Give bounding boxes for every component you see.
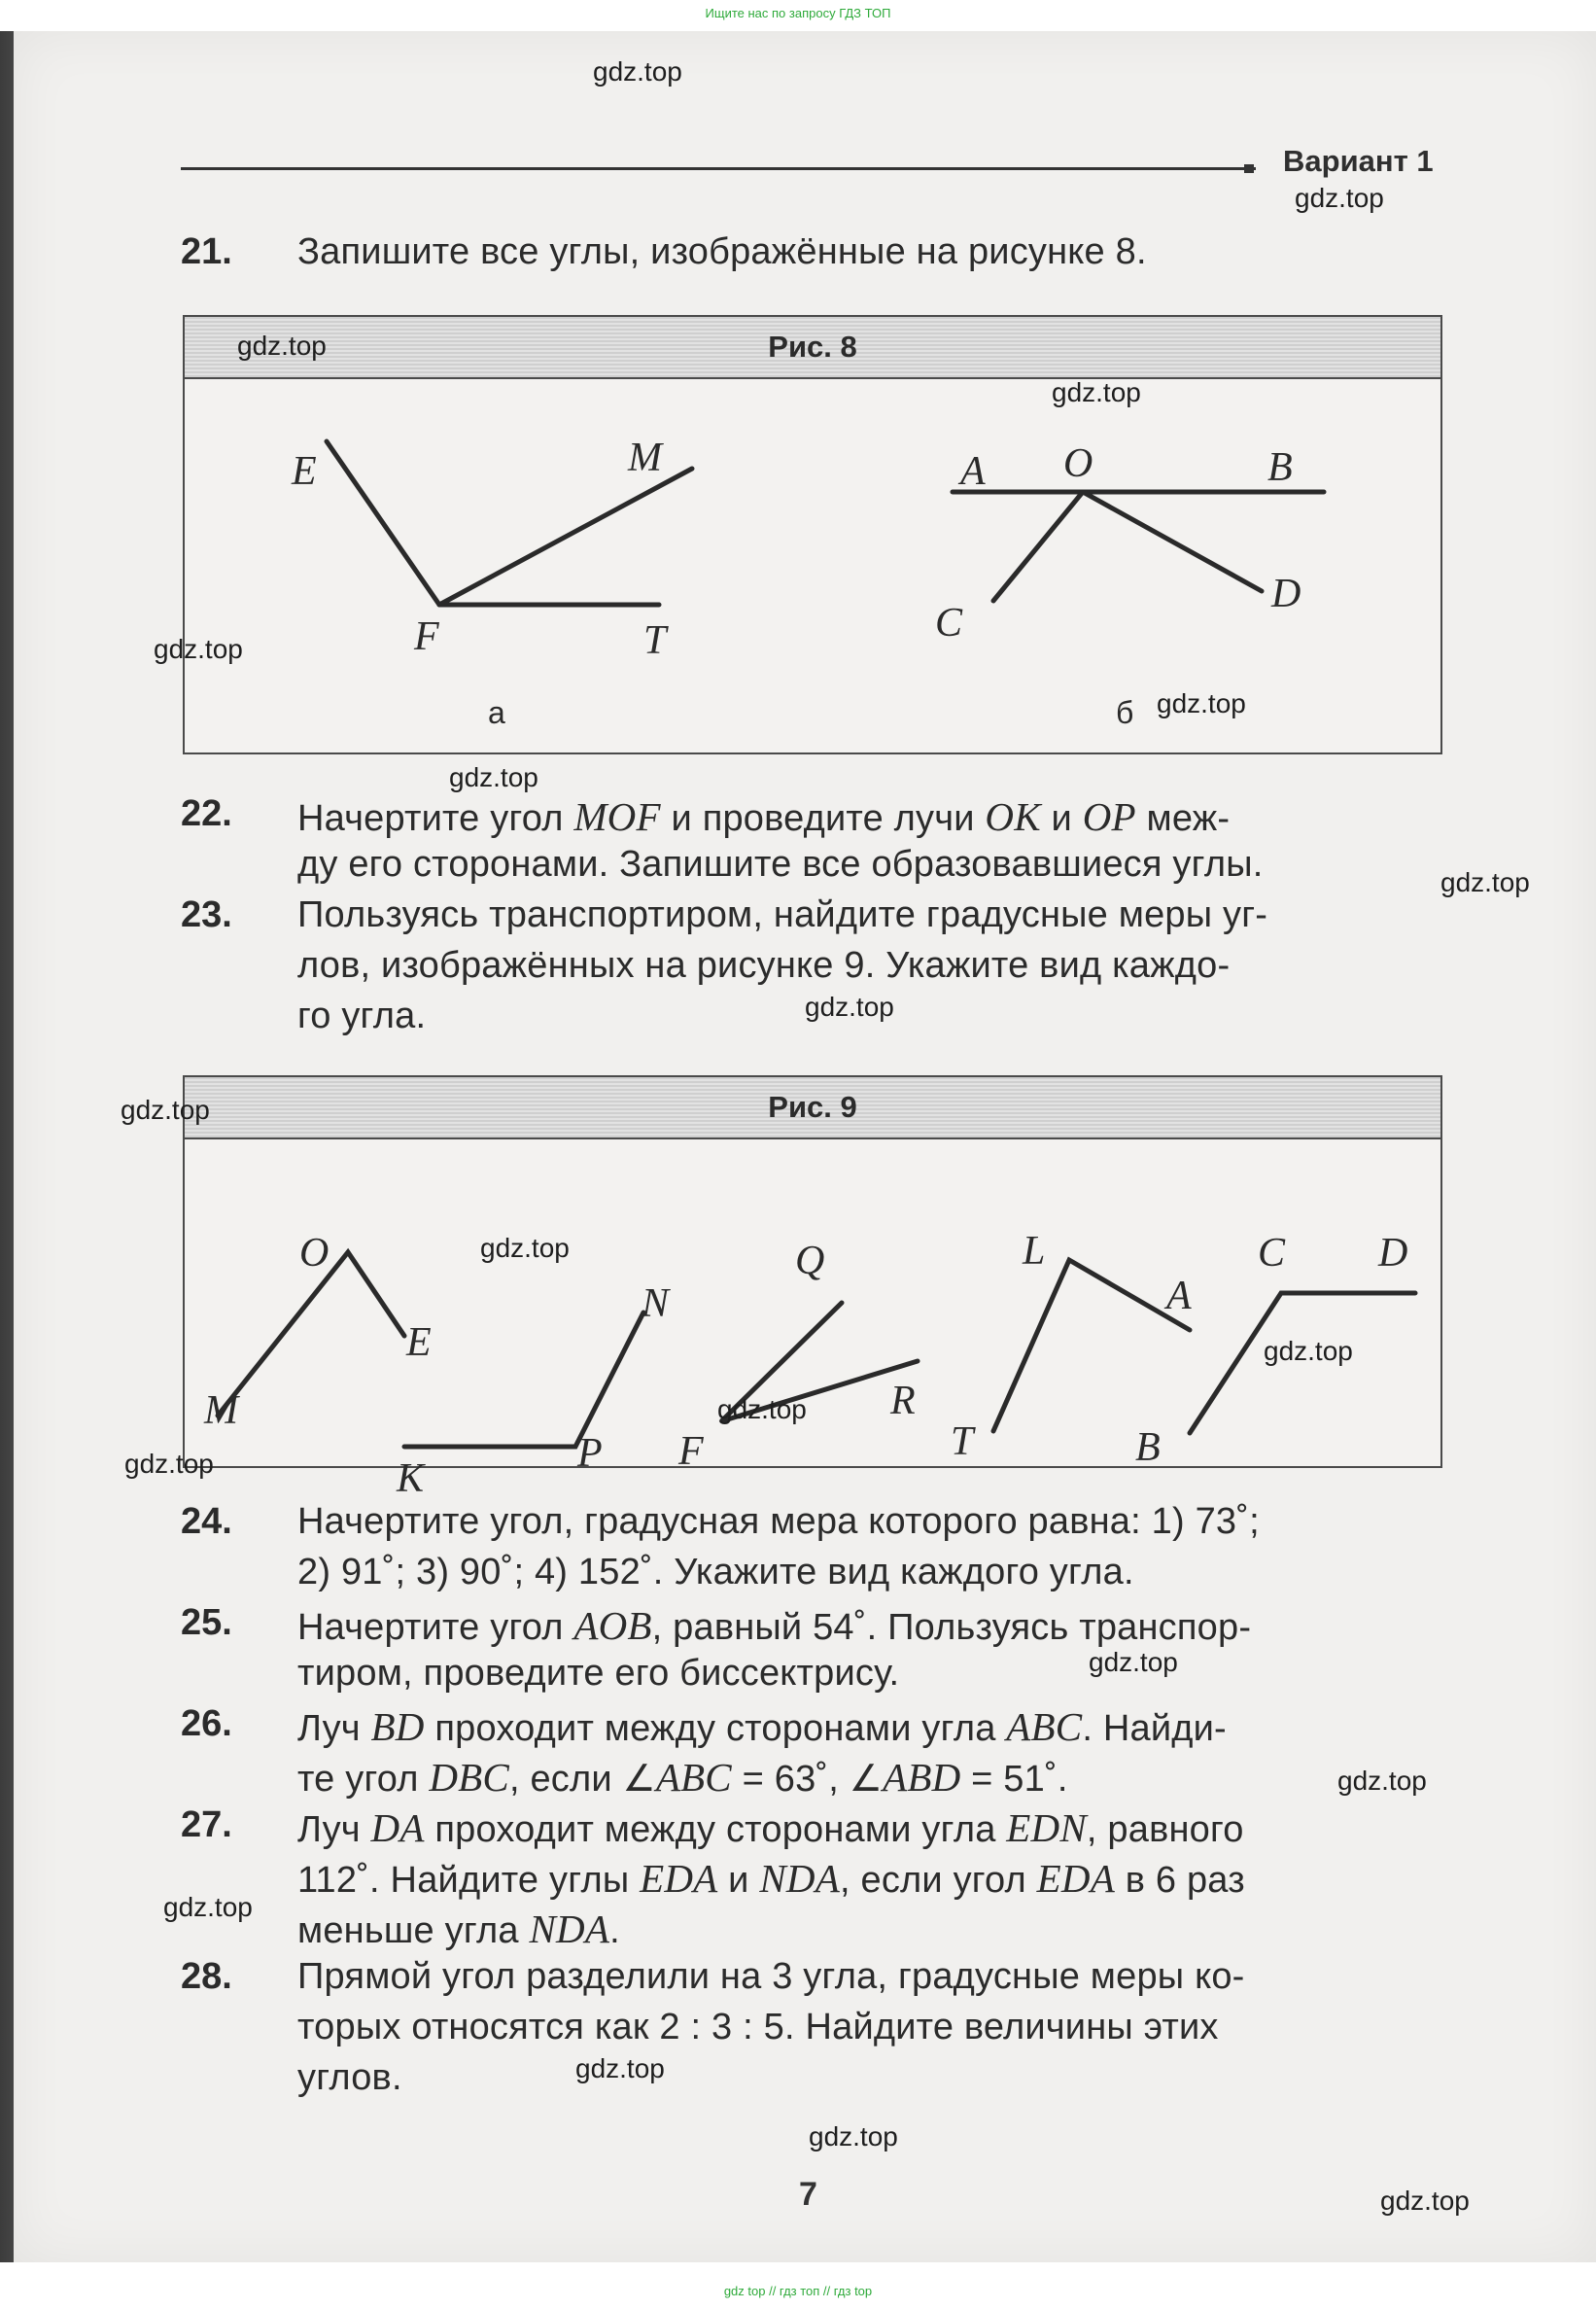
watermark: gdz.top: [154, 634, 243, 664]
fig9-label-B: B: [1135, 1425, 1161, 1470]
problem-26-number: 26.: [181, 1703, 232, 1744]
fig9-label-O: O: [299, 1231, 330, 1276]
fig9-label-R: R: [890, 1379, 916, 1423]
watermark: gdz.top: [805, 992, 894, 1022]
problem-21-line: Запишите все углы, изображённые на рисунке 8.: [297, 231, 1147, 272]
fig9-angle-KPN: [404, 1312, 643, 1447]
fig9-label-N: N: [642, 1281, 670, 1326]
problem-24-line-1: Начертите угол, градусная мера которого равна: 1) 73˚;: [297, 1501, 1260, 1542]
fig9-label-M: M: [204, 1388, 238, 1433]
fig8-label-B: B: [1267, 445, 1293, 490]
figure-9-title: Рис. 9: [185, 1077, 1440, 1139]
header-rule: [181, 167, 1256, 170]
watermark: gdz.top: [163, 1892, 253, 1922]
watermark: gdz.top: [593, 56, 682, 87]
fig8-ray-FE: [327, 441, 439, 605]
watermark: gdz.top: [1157, 688, 1246, 718]
variant-heading: Вариант 1: [1283, 144, 1434, 178]
problem-27-line-3: меньше угла NDA.: [297, 1907, 620, 1951]
figure-9: [183, 1075, 1442, 1501]
problem-22-number: 22.: [181, 793, 232, 834]
fig8-label-O: O: [1063, 441, 1093, 486]
fig9-label-T: T: [951, 1419, 974, 1464]
fig9-angle-TLA: [993, 1260, 1190, 1431]
watermark: gdz.top: [1440, 867, 1530, 897]
fig8-caption-b: б: [1116, 695, 1134, 730]
watermark: gdz.top: [237, 331, 327, 361]
problem-23-line-2: лов, изображённых на рисунке 9. Укажите вид каждо-: [297, 945, 1231, 986]
problem-22-line-2: ду его сторонами. Запишите все образовавшиеся углы.: [297, 844, 1264, 885]
problem-27-line-1: Луч DA проходит между сторонами угла EDN, равного: [297, 1805, 1244, 1850]
problem-23-line-3: го угла.: [297, 996, 427, 1036]
watermark: gdz.top: [121, 1095, 210, 1125]
header-rule-end: [1244, 164, 1254, 173]
fig8-label-C: C: [935, 601, 963, 646]
problem-25-line-1: Начертите угол AOB, равный 54˚. Пользуясь транспор-: [297, 1603, 1252, 1648]
problem-28-line-3: углов.: [297, 2057, 402, 2098]
fig9-label-Q: Q: [795, 1239, 825, 1283]
fig8-label-T: T: [643, 618, 667, 663]
problem-23-line-1: Пользуясь транспортиром, найдите градусные меры уг-: [297, 894, 1268, 935]
problem-21-number: 21.: [181, 231, 232, 272]
problem-22-line-1: Начертите угол MOF и проведите лучи OK и OP меж-: [297, 794, 1231, 839]
watermark: gdz.top: [1264, 1336, 1353, 1366]
fig8-ray-OD: [1083, 492, 1262, 591]
problem-25-line-2: тиром, проведите его биссектрису.: [297, 1653, 900, 1694]
watermark: gdz.top: [1089, 1647, 1178, 1677]
fig8-ray-OC: [993, 492, 1083, 601]
figure-8-title: Рис. 8: [185, 317, 1440, 379]
watermark: gdz.top: [1337, 1766, 1427, 1796]
fig8-label-A: A: [960, 449, 986, 494]
problem-24-number: 24.: [181, 1501, 232, 1542]
problem-28-number: 28.: [181, 1956, 232, 1997]
watermark: gdz.top: [124, 1449, 214, 1479]
figure-8: [183, 315, 1442, 754]
watermark: gdz.top: [480, 1233, 570, 1263]
problem-23-number: 23.: [181, 894, 232, 935]
watermark: gdz.top: [575, 2053, 665, 2083]
figure-9-drawing: [185, 1139, 1440, 1501]
fig9-angle-MOE: [218, 1252, 404, 1416]
fig9-label-D: D: [1378, 1231, 1408, 1276]
watermark: gdz.top: [1052, 377, 1141, 407]
fig8-label-D: D: [1271, 572, 1301, 616]
fig9-label-E: E: [406, 1320, 432, 1365]
problem-27-number: 27.: [181, 1804, 232, 1845]
problem-26-line-2: те угол DBC, если ∠ABC = 63˚, ∠ABD = 51˚.: [297, 1755, 1068, 1800]
problem-27-line-2: 112˚. Найдите углы EDA и NDA, если угол EDA в 6 раз: [297, 1856, 1245, 1901]
page-number: 7: [799, 2176, 817, 2213]
watermark: gdz.top: [717, 1394, 807, 1424]
fig9-label-L: L: [1023, 1229, 1046, 1274]
fig8-label-F: F: [414, 614, 439, 659]
problem-25-number: 25.: [181, 1602, 232, 1643]
watermark: gdz.top: [449, 762, 538, 792]
watermark: gdz.top: [1380, 2186, 1470, 2216]
top-banner[interactable]: Ищите нас по запросу ГДЗ ТОП: [705, 6, 891, 20]
footer-links[interactable]: gdz top // гдз топ // гдз top: [723, 2284, 873, 2298]
fig9-label-A: A: [1166, 1274, 1192, 1318]
problem-28-line-2: торых относятся как 2 : 3 : 5. Найдите величины этих: [297, 2007, 1219, 2047]
fig9-label-F: F: [678, 1429, 704, 1474]
fig8-label-M: M: [628, 436, 662, 480]
problem-26-line-1: Луч BD проходит между сторонами угла ABC. Найди-: [297, 1704, 1227, 1749]
watermark: gdz.top: [1295, 183, 1384, 213]
problem-24-line-2: 2) 91˚; 3) 90˚; 4) 152˚. Укажите вид каждого угла.: [297, 1552, 1134, 1592]
figure-8-drawing: [185, 379, 1440, 752]
fig9-label-K: K: [397, 1456, 425, 1501]
problem-28-line-1: Прямой угол разделили на 3 угла, градусные меры ко-: [297, 1956, 1245, 1997]
fig8-caption-a: а: [488, 695, 505, 730]
fig8-label-E: E: [292, 449, 317, 494]
fig9-label-C: C: [1258, 1231, 1286, 1276]
watermark: gdz.top: [809, 2121, 898, 2152]
fig9-label-P: P: [577, 1431, 603, 1476]
fig8-ray-FM: [439, 469, 692, 605]
